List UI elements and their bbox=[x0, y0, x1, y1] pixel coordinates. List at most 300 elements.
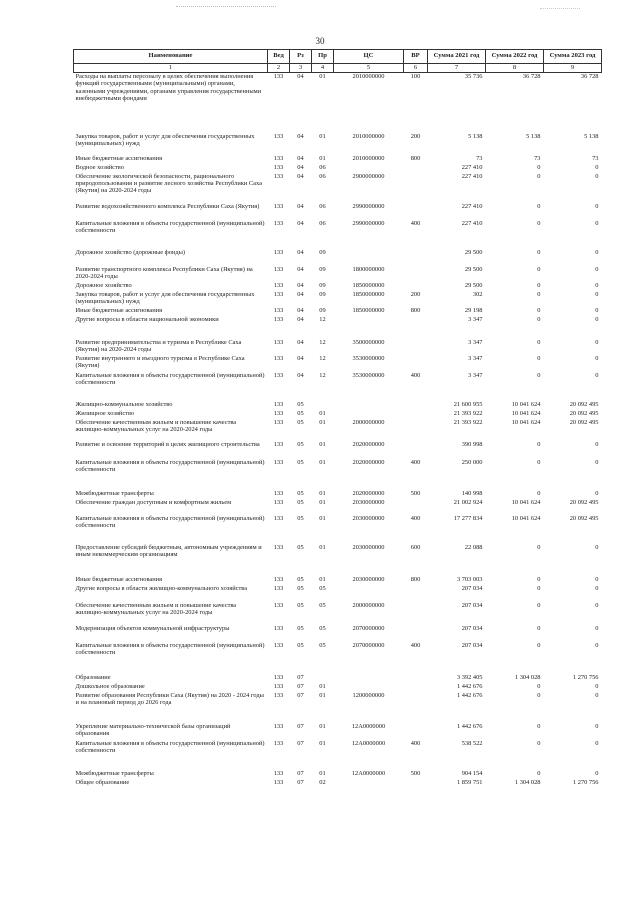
cell-s2023: 0 bbox=[595, 641, 599, 649]
cell-ved: 133 bbox=[273, 400, 284, 408]
cell-s2023: 20 092 495 bbox=[569, 418, 599, 426]
cell-cs bbox=[334, 410, 404, 419]
cell-rz: 04 bbox=[297, 132, 304, 140]
cell-s2022: 0 bbox=[537, 489, 541, 497]
cell-s2021: 3 347 bbox=[468, 315, 483, 323]
cell-pr: 09 bbox=[319, 281, 326, 289]
cell-cs bbox=[334, 779, 404, 788]
cell-s2023: 0 bbox=[595, 739, 599, 747]
cell-s2023: 20 092 495 bbox=[569, 409, 599, 417]
cell-ved: 133 bbox=[273, 601, 284, 609]
cell-cs: 2030000000 bbox=[352, 514, 385, 522]
cell-rz: 07 bbox=[297, 722, 304, 730]
cell-s2022: 10 041 624 bbox=[511, 400, 541, 408]
cell-cs: 1850000000 bbox=[352, 306, 385, 314]
cell-s2023: 0 bbox=[595, 769, 599, 777]
cell-ved: 133 bbox=[273, 265, 284, 273]
table-row bbox=[74, 173, 602, 203]
cell-s2022: 0 bbox=[537, 682, 541, 690]
table-row bbox=[74, 674, 602, 683]
cell-name: Обеспечение качественным жильем и повышение качества жилищно-коммунальных услуг на 2020-2024 годы bbox=[75, 418, 237, 433]
cell-cs: 1800000000 bbox=[352, 265, 385, 273]
cell-pr: 01 bbox=[319, 458, 326, 466]
cell-rz: 05 bbox=[297, 409, 304, 417]
cell-rz: 04 bbox=[297, 290, 304, 298]
table-row bbox=[74, 602, 602, 625]
cell-s2021: 29 500 bbox=[464, 281, 483, 289]
cell-name: Образование bbox=[75, 673, 111, 681]
cell-name: Капитальные вложения в объекты государственной (муниципальной) собственности bbox=[75, 641, 265, 656]
cell-rz: 04 bbox=[297, 371, 304, 379]
cell-s2023: 20 092 495 bbox=[569, 514, 599, 522]
cell-name: Общее образование bbox=[75, 778, 130, 786]
table-row bbox=[74, 372, 602, 401]
cell-vr: 800 bbox=[410, 154, 421, 162]
cell-pr bbox=[312, 674, 334, 683]
cell-pr: 02 bbox=[319, 778, 326, 786]
cell-rz: 04 bbox=[297, 248, 304, 256]
cell-s2022: 0 bbox=[537, 290, 541, 298]
cell-name: Развитие и освоение территорий в целях жилищного строительства bbox=[75, 440, 260, 448]
cell-s2023: 20 092 495 bbox=[569, 400, 599, 408]
cell-cs: 2070000000 bbox=[352, 641, 385, 649]
table-row bbox=[74, 499, 602, 515]
cell-s2022: 0 bbox=[537, 458, 541, 466]
cell-name: Капитальные вложения в объекты государственной (муниципальной) собственности bbox=[75, 458, 265, 473]
table-row bbox=[74, 266, 602, 282]
cell-cs: 1850000000 bbox=[352, 290, 385, 298]
cell-rz: 05 bbox=[297, 543, 304, 551]
cell-ved: 133 bbox=[273, 722, 284, 730]
cell-s2022: 0 bbox=[537, 202, 541, 210]
cell-s2023: 0 bbox=[595, 543, 599, 551]
cell-cs bbox=[334, 401, 404, 410]
cell-pr: 09 bbox=[319, 290, 326, 298]
table-row bbox=[74, 249, 602, 266]
cell-s2022: 0 bbox=[537, 722, 541, 730]
cell-vr bbox=[404, 674, 428, 683]
cell-cs: 12А0000000 bbox=[351, 769, 386, 777]
cell-ved: 133 bbox=[273, 440, 284, 448]
cell-cs: 2900000000 bbox=[352, 172, 385, 180]
cell-rz: 04 bbox=[297, 202, 304, 210]
cell-cs bbox=[334, 249, 404, 266]
cell-rz: 04 bbox=[297, 219, 304, 227]
cell-vr bbox=[404, 339, 428, 355]
cell-pr: 12 bbox=[319, 371, 326, 379]
cell-pr: 01 bbox=[319, 739, 326, 747]
cell-ved: 133 bbox=[273, 641, 284, 649]
cell-rz: 07 bbox=[297, 682, 304, 690]
cell-s2021: 3 347 bbox=[468, 371, 483, 379]
cell-s2023: 0 bbox=[595, 219, 599, 227]
cell-s2022: 0 bbox=[537, 543, 541, 551]
cell-cs: 2010000000 bbox=[352, 154, 385, 162]
cell-s2022: 0 bbox=[537, 306, 541, 314]
cell-name: Укрепление материально-технической базы организаций образования bbox=[75, 722, 231, 737]
cell-cs: 2030000000 bbox=[352, 575, 385, 583]
cell-cs: 2990000000 bbox=[352, 219, 385, 227]
header-row bbox=[74, 50, 602, 64]
cell-pr: 06 bbox=[319, 202, 326, 210]
cell-pr: 06 bbox=[319, 219, 326, 227]
cell-s2021: 21 600 955 bbox=[453, 400, 483, 408]
cell-vr bbox=[404, 401, 428, 410]
cell-s2023: 0 bbox=[595, 624, 599, 632]
cell-cs bbox=[334, 674, 404, 683]
cell-name: Жилищно-коммунальное хозяйство bbox=[75, 400, 173, 408]
cell-s2022: 1 304 028 bbox=[514, 778, 541, 786]
cell-name: Предоставление субсидий бюджетным, автономным учреждениям и иным некоммерческим организациям bbox=[75, 543, 262, 558]
cell-rz: 05 bbox=[297, 489, 304, 497]
cell-s2023: 36 728 bbox=[580, 73, 599, 80]
budget-table bbox=[73, 49, 602, 788]
cell-name: Иные бюджетные ассигнования bbox=[75, 306, 163, 314]
cell-s2022: 0 bbox=[537, 172, 541, 180]
cell-s2021: 3 392 405 bbox=[456, 673, 483, 681]
table-row bbox=[74, 401, 602, 410]
cell-s2021: 227 410 bbox=[461, 163, 483, 171]
cell-pr: 05 bbox=[319, 624, 326, 632]
table-row bbox=[74, 459, 602, 490]
cell-s2023: 5 138 bbox=[584, 132, 599, 140]
cell-cs: 2020000000 bbox=[352, 440, 385, 448]
col-number: 1 bbox=[74, 64, 268, 73]
cell-pr: 01 bbox=[319, 73, 326, 80]
cell-ved: 133 bbox=[273, 163, 284, 171]
cell-s2021: 227 410 bbox=[461, 172, 483, 180]
cell-s2023: 0 bbox=[595, 265, 599, 273]
cell-s2021: 21 393 922 bbox=[453, 409, 483, 417]
col-header-ved: Вед bbox=[268, 50, 290, 64]
cell-vr bbox=[404, 625, 428, 642]
col-number: 7 bbox=[428, 64, 486, 73]
cell-s2022: 0 bbox=[537, 248, 541, 256]
cell-vr bbox=[404, 499, 428, 515]
col-header-name: Наименование bbox=[74, 50, 268, 64]
cell-cs: 2030000000 bbox=[352, 543, 385, 551]
cell-vr: 200 bbox=[410, 290, 421, 298]
cell-name: Межбюджетные трансферты bbox=[75, 769, 154, 777]
cell-pr: 01 bbox=[319, 440, 326, 448]
cell-vr: 100 bbox=[410, 73, 421, 80]
cell-cs: 2020000000 bbox=[352, 489, 385, 497]
cell-vr bbox=[404, 282, 428, 291]
cell-s2023: 0 bbox=[595, 371, 599, 379]
cell-s2022: 0 bbox=[537, 440, 541, 448]
table-row bbox=[74, 220, 602, 249]
cell-vr bbox=[404, 723, 428, 740]
cell-s2023: 0 bbox=[595, 306, 599, 314]
table-row bbox=[74, 164, 602, 173]
cell-pr: 09 bbox=[319, 306, 326, 314]
cell-s2023: 0 bbox=[595, 290, 599, 298]
cell-cs: 2000000000 bbox=[352, 418, 385, 426]
cell-s2023: 0 bbox=[595, 172, 599, 180]
table-row bbox=[74, 576, 602, 585]
table-row bbox=[74, 419, 602, 441]
cell-s2021: 207 034 bbox=[461, 601, 483, 609]
cell-rz: 05 bbox=[297, 624, 304, 632]
cell-cs: 2010000000 bbox=[352, 132, 385, 140]
table-row bbox=[74, 339, 602, 355]
cell-rz: 05 bbox=[297, 440, 304, 448]
cell-name: Дошкольное образование bbox=[75, 682, 145, 690]
cell-s2021: 140 998 bbox=[461, 489, 483, 497]
cell-name: Иные бюджетные ассигнования bbox=[75, 154, 163, 162]
cell-name: Закупка товаров, работ и услуг для обеспечения государственных (муниципальных) нужд bbox=[75, 290, 255, 305]
cell-ved: 133 bbox=[273, 543, 284, 551]
cell-cs: 2030000000 bbox=[352, 498, 385, 506]
cell-s2022: 0 bbox=[537, 371, 541, 379]
cell-ved: 133 bbox=[273, 418, 284, 426]
cell-s2023: 0 bbox=[595, 575, 599, 583]
cell-vr bbox=[404, 585, 428, 602]
cell-ved: 133 bbox=[273, 575, 284, 583]
cell-vr: 400 bbox=[410, 219, 421, 227]
cell-name: Развитие водохозяйственного комплекса Республики Саха (Якутия) bbox=[75, 202, 260, 210]
cell-name: Обеспечение граждан доступным и комфортным жильем bbox=[75, 498, 232, 506]
cell-rz: 04 bbox=[297, 281, 304, 289]
cell-name: Развитие предпринимательства и туризма в Республике Саха (Якутия) на 2020-2024 годы bbox=[75, 338, 242, 353]
cell-s2022: 1 304 028 bbox=[514, 673, 541, 681]
cell-s2022: 10 041 624 bbox=[511, 498, 541, 506]
cell-rz: 07 bbox=[297, 691, 304, 699]
table-row bbox=[74, 625, 602, 642]
cell-s2022: 10 041 624 bbox=[511, 514, 541, 522]
cell-s2023: 0 bbox=[595, 722, 599, 730]
table-row bbox=[74, 770, 602, 779]
scan-artifact bbox=[540, 8, 580, 11]
cell-rz: 05 bbox=[297, 584, 304, 592]
col-header-sum-2022: Сумма 2022 год bbox=[486, 50, 544, 64]
cell-cs bbox=[334, 585, 404, 602]
cell-s2023: 0 bbox=[595, 354, 599, 362]
cell-ved: 133 bbox=[273, 219, 284, 227]
cell-vr: 500 bbox=[410, 769, 421, 777]
col-header-rz: Рз bbox=[290, 50, 312, 64]
table-row bbox=[74, 73, 602, 133]
cell-vr: 600 bbox=[410, 543, 421, 551]
cell-s2022: 0 bbox=[537, 584, 541, 592]
cell-s2021: 22 088 bbox=[464, 543, 483, 551]
cell-pr: 05 bbox=[319, 584, 326, 592]
cell-vr bbox=[404, 419, 428, 441]
cell-s2021: 1 442 676 bbox=[456, 691, 483, 699]
cell-vr bbox=[404, 355, 428, 372]
cell-s2021: 302 bbox=[472, 290, 483, 298]
cell-name: Капитальные вложения в объекты государственной (муниципальной) собственности bbox=[75, 219, 265, 234]
cell-s2021: 73 bbox=[476, 154, 483, 162]
cell-name: Модернизация объектов коммунальной инфраструктуры bbox=[75, 624, 230, 632]
cell-s2022: 0 bbox=[537, 641, 541, 649]
cell-pr: 01 bbox=[319, 409, 326, 417]
cell-s2021: 35 736 bbox=[464, 73, 483, 80]
column-number-row bbox=[74, 64, 602, 73]
cell-s2021: 21 393 922 bbox=[453, 418, 483, 426]
table-row bbox=[74, 133, 602, 155]
cell-rz: 07 bbox=[297, 739, 304, 747]
cell-rz: 05 bbox=[297, 400, 304, 408]
cell-rz: 04 bbox=[297, 73, 304, 80]
cell-rz: 04 bbox=[297, 172, 304, 180]
cell-name: Межбюджетные трансферты bbox=[75, 489, 154, 497]
cell-pr: 01 bbox=[319, 769, 326, 777]
cell-ved: 133 bbox=[273, 739, 284, 747]
col-number: 5 bbox=[334, 64, 404, 73]
cell-s2022: 0 bbox=[537, 575, 541, 583]
cell-name: Капитальные вложения в объекты государственной (муниципальной) собственности bbox=[75, 514, 265, 529]
cell-s2023: 20 092 495 bbox=[569, 498, 599, 506]
cell-rz: 04 bbox=[297, 154, 304, 162]
cell-s2021: 3 347 bbox=[468, 338, 483, 346]
cell-s2023: 0 bbox=[595, 691, 599, 699]
cell-name: Обеспечение экологической безопасности, рационального природопользования и развитие лесного хозяйства Республики Саха (Якутия) на 2020-2024 годы bbox=[75, 172, 262, 195]
cell-s2021: 1 859 751 bbox=[456, 778, 483, 786]
cell-pr: 01 bbox=[319, 418, 326, 426]
cell-s2021: 207 034 bbox=[461, 624, 483, 632]
cell-rz: 04 bbox=[297, 163, 304, 171]
cell-pr bbox=[312, 401, 334, 410]
cell-pr: 06 bbox=[319, 163, 326, 171]
cell-vr bbox=[404, 164, 428, 173]
cell-ved: 133 bbox=[273, 489, 284, 497]
cell-s2021: 538 522 bbox=[461, 739, 483, 747]
cell-rz: 05 bbox=[297, 458, 304, 466]
table-row bbox=[74, 316, 602, 339]
cell-cs: 3530000000 bbox=[352, 354, 385, 362]
cell-pr: 01 bbox=[319, 691, 326, 699]
cell-ved: 133 bbox=[273, 354, 284, 362]
cell-pr: 01 bbox=[319, 543, 326, 551]
cell-s2022: 5 138 bbox=[526, 132, 541, 140]
cell-s2022: 10 041 624 bbox=[511, 418, 541, 426]
cell-s2023: 73 bbox=[592, 154, 599, 162]
cell-s2022: 0 bbox=[537, 219, 541, 227]
cell-rz: 07 bbox=[297, 778, 304, 786]
cell-s2023: 1 270 756 bbox=[572, 673, 599, 681]
cell-cs: 2070000000 bbox=[352, 624, 385, 632]
table-row bbox=[74, 544, 602, 576]
cell-ved: 133 bbox=[273, 498, 284, 506]
cell-s2021: 3 703 003 bbox=[456, 575, 483, 583]
cell-s2021: 29 500 bbox=[464, 265, 483, 273]
cell-s2022: 0 bbox=[537, 281, 541, 289]
table-row bbox=[74, 155, 602, 164]
col-header-sum-2021: Сумма 2021 год bbox=[428, 50, 486, 64]
cell-ved: 133 bbox=[273, 338, 284, 346]
col-number: 3 bbox=[290, 64, 312, 73]
cell-name: Иные бюджетные ассигнования bbox=[75, 575, 163, 583]
cell-ved: 133 bbox=[273, 409, 284, 417]
table-row bbox=[74, 282, 602, 291]
cell-ved: 133 bbox=[273, 691, 284, 699]
cell-pr: 05 bbox=[319, 641, 326, 649]
cell-name: Обеспечение качественным жильем и повышение качества жилищно-коммунальных услуг на 2020-2024 годы bbox=[75, 601, 237, 616]
cell-name: Закупка товаров, работ и услуг для обеспечения государственных (муниципальных) нужд bbox=[75, 132, 255, 147]
cell-name: Развитие образования Республики Саха (Якутия) на 2020 - 2024 годы и на плановый период до 2026 года bbox=[75, 691, 264, 706]
cell-s2021: 227 410 bbox=[461, 202, 483, 210]
cell-name: Развитие транспортного комплекса Республики Саха (Якутия) на 2020-2024 годы bbox=[75, 265, 253, 280]
cell-pr: 06 bbox=[319, 172, 326, 180]
col-header-cs: ЦС bbox=[334, 50, 404, 64]
table-row bbox=[74, 683, 602, 692]
cell-rz: 05 bbox=[297, 418, 304, 426]
cell-s2022: 0 bbox=[537, 739, 541, 747]
cell-s2023: 0 bbox=[595, 584, 599, 592]
cell-s2023: 0 bbox=[595, 202, 599, 210]
cell-s2022: 0 bbox=[537, 769, 541, 777]
col-number: 9 bbox=[544, 64, 602, 73]
cell-ved: 133 bbox=[273, 673, 284, 681]
cell-name: Водное хозяйство bbox=[75, 163, 124, 171]
cell-vr: 400 bbox=[410, 514, 421, 522]
cell-pr: 12 bbox=[319, 354, 326, 362]
cell-vr: 400 bbox=[410, 371, 421, 379]
cell-vr bbox=[404, 692, 428, 723]
cell-pr: 01 bbox=[319, 132, 326, 140]
cell-rz: 05 bbox=[297, 498, 304, 506]
cell-vr bbox=[404, 316, 428, 339]
cell-name: Другие вопросы в области жилищно-коммунального хозяйства bbox=[75, 584, 248, 592]
cell-s2021: 390 998 bbox=[461, 440, 483, 448]
cell-s2022: 73 bbox=[534, 154, 541, 162]
cell-cs: 1200000000 bbox=[352, 691, 385, 699]
cell-s2023: 0 bbox=[595, 248, 599, 256]
cell-pr: 01 bbox=[319, 682, 326, 690]
cell-s2021: 1 442 676 bbox=[456, 682, 483, 690]
cell-ved: 133 bbox=[273, 458, 284, 466]
cell-s2021: 1 442 676 bbox=[456, 722, 483, 730]
cell-rz: 07 bbox=[297, 673, 304, 681]
cell-name: Другие вопросы в области национальной экономики bbox=[75, 315, 219, 323]
cell-s2022: 0 bbox=[537, 315, 541, 323]
table-row bbox=[74, 740, 602, 770]
cell-s2023: 0 bbox=[595, 489, 599, 497]
cell-s2022: 0 bbox=[537, 601, 541, 609]
cell-pr: 09 bbox=[319, 248, 326, 256]
cell-ved: 133 bbox=[273, 154, 284, 162]
cell-vr: 400 bbox=[410, 641, 421, 649]
cell-pr: 05 bbox=[319, 601, 326, 609]
cell-vr bbox=[404, 602, 428, 625]
cell-s2021: 21 002 924 bbox=[453, 498, 483, 506]
cell-pr: 09 bbox=[319, 265, 326, 273]
cell-s2021: 29 198 bbox=[464, 306, 483, 314]
cell-cs bbox=[334, 683, 404, 692]
cell-vr: 400 bbox=[410, 458, 421, 466]
cell-ved: 133 bbox=[273, 248, 284, 256]
cell-pr: 01 bbox=[319, 575, 326, 583]
table-row bbox=[74, 779, 602, 788]
cell-s2022: 0 bbox=[537, 338, 541, 346]
cell-vr: 800 bbox=[410, 575, 421, 583]
cell-vr bbox=[404, 683, 428, 692]
cell-ved: 133 bbox=[273, 281, 284, 289]
cell-rz: 05 bbox=[297, 601, 304, 609]
cell-ved: 133 bbox=[273, 624, 284, 632]
cell-s2022: 36 728 bbox=[522, 73, 541, 80]
cell-pr: 12 bbox=[319, 315, 326, 323]
cell-ved: 133 bbox=[273, 371, 284, 379]
cell-ved: 133 bbox=[273, 315, 284, 323]
cell-s2022: 0 bbox=[537, 691, 541, 699]
cell-pr: 01 bbox=[319, 154, 326, 162]
cell-s2022: 0 bbox=[537, 163, 541, 171]
cell-cs: 1850000000 bbox=[352, 281, 385, 289]
cell-vr bbox=[404, 779, 428, 788]
table-row bbox=[74, 410, 602, 419]
